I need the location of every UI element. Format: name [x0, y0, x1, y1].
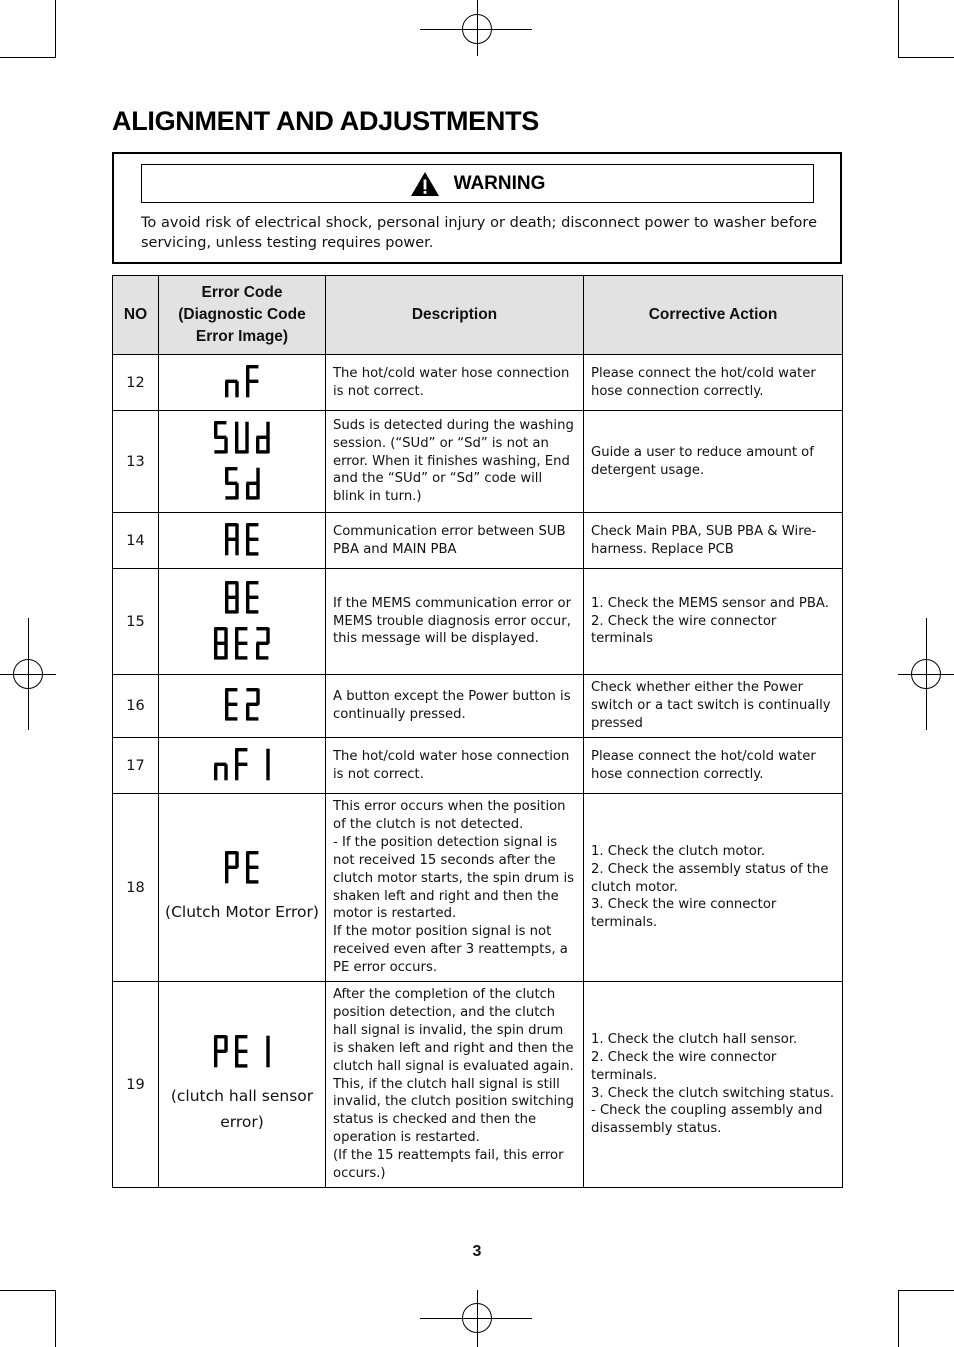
error-code-display-AE [221, 523, 264, 559]
error-code-display-PE [221, 851, 264, 887]
corrective-action-text: Check Main PBA, SUB PBA & Wire-harness. Replace PCB [591, 523, 817, 557]
description-text: If the MEMS communication error or MEMS trouble diagnosis error occur, this message will be displayed. [333, 595, 571, 647]
crop-mark [0, 1290, 56, 1291]
segment [214, 421, 217, 437]
corrective-action-cell [584, 411, 843, 513]
header-corrective-action: Corrective Action [584, 276, 843, 355]
segment [256, 435, 268, 438]
segment [235, 539, 238, 555]
corrective-action-text: Check whether either the Power switch or a tact switch is continually pressed [591, 680, 831, 731]
warning-box [112, 152, 842, 264]
segment [246, 537, 258, 540]
segment [266, 1051, 269, 1067]
segment [246, 379, 258, 382]
segment [256, 656, 268, 659]
error-code-glyph [159, 365, 325, 401]
corrective-action-cell [584, 794, 843, 982]
segment [266, 764, 269, 780]
segment [235, 381, 238, 397]
error-code-glyph [159, 523, 325, 559]
segment [235, 764, 238, 780]
corrective-action-text: 3. Check the wire connector terminals. [591, 897, 777, 931]
table-row [113, 513, 843, 569]
error-code-display-nF [221, 365, 264, 401]
corrective-action-cell [584, 569, 843, 675]
error-code-display-8E2 [210, 627, 274, 663]
segment [256, 689, 259, 705]
row-number: 13 [113, 411, 159, 513]
corrective-action-text: 2. Check the assembly status of the clutch motor. [591, 861, 829, 895]
segment [235, 421, 238, 437]
warning-text: To avoid risk of electrical shock, personal injury or death; disconnect power to washer before servicing, unless testing requires power. [141, 215, 817, 251]
error-code-display-8E [221, 581, 264, 617]
row-number: 14 [113, 513, 159, 569]
description-text: After the completion of the clutch position detection, and the clutch hall signal is invalid, the spin drum is shaken left and right and then the clutch hall signal is evaluated again. This, if the clutch hall signal is still invalid, the clutch position switching status is checked and then the operation is restarted. [333, 987, 574, 1146]
segment [225, 867, 228, 883]
segment [246, 581, 249, 597]
error-code-image [159, 411, 326, 513]
error-code-display-Sd [221, 467, 264, 503]
segment [214, 641, 226, 644]
error-code-display-E2 [221, 688, 264, 724]
header-error-code-subtitle: (Diagnostic Code Error Image) [178, 306, 306, 345]
segment [214, 1035, 217, 1051]
corrective-action-text: Please connect the hot/cold water hose connection correctly. [591, 365, 816, 399]
table-row [113, 794, 843, 982]
segment [246, 867, 249, 883]
row-number: 15 [113, 569, 159, 675]
description-text: - If the position detection signal is not received 15 seconds after the clutch motor starts, the spin drum is shaken left and right and then the motor is restarted. [333, 834, 574, 922]
description-cell [326, 738, 584, 794]
segment [214, 643, 217, 659]
segment [246, 365, 249, 381]
segment [235, 1035, 238, 1051]
segment [225, 703, 237, 706]
segment [225, 595, 237, 598]
segment [235, 523, 238, 539]
segment [224, 627, 227, 643]
segment [246, 851, 249, 867]
error-code-table [112, 275, 843, 1188]
segment [246, 595, 258, 598]
description-text: Suds is detected during the washing session. (“SUd” or “Sd” is not an error. When it finishes washing, End and the “SUd” or “Sd” code will blink in turn.) [333, 417, 574, 505]
description-text: The hot/cold water hose connection is not correct. [333, 365, 570, 399]
corrective-action-cell [584, 675, 843, 738]
row-number: 19 [113, 982, 159, 1188]
corrective-action-text: 1. Check the clutch hall sensor. [591, 1031, 798, 1047]
corrective-action-text: 1. Check the MEMS sensor and PBA. [591, 595, 829, 611]
corrective-action-text: - Check the coupling assembly and disassembly status. [591, 1103, 823, 1137]
corrective-action-text: Guide a user to reduce amount of detergent usage. [591, 444, 814, 478]
segment [225, 537, 237, 540]
segment [214, 764, 217, 780]
error-code-glyph [159, 467, 325, 503]
error-code-image [159, 675, 326, 738]
description-text: If the motor position signal is not received even after 3 reattempts, a PE error occurs. [333, 924, 568, 976]
segment [235, 437, 238, 453]
segment [256, 437, 259, 453]
segment [225, 851, 228, 867]
segment [225, 689, 228, 705]
segment [225, 467, 228, 483]
description-text: This error occurs when the position of the clutch is not detected. [333, 798, 566, 832]
segment [235, 581, 238, 597]
segment [225, 496, 237, 499]
segment [235, 643, 238, 659]
segment [246, 597, 249, 613]
segment [266, 627, 269, 643]
segment [266, 748, 269, 764]
crop-mark [55, 1290, 56, 1347]
segment [235, 641, 247, 644]
error-code-glyph [159, 748, 325, 784]
table-row [113, 675, 843, 738]
segment [246, 381, 249, 397]
error-code-image [159, 982, 326, 1188]
segment [245, 421, 248, 437]
header-description: Description [326, 276, 584, 355]
table-header-row [113, 276, 843, 355]
crop-mark [898, 1290, 899, 1347]
error-code-image [159, 738, 326, 794]
warning-triangle-icon [410, 171, 440, 197]
corrective-action-cell [584, 513, 843, 569]
error-code-display-PE1 [210, 1035, 274, 1071]
row-number: 16 [113, 675, 159, 738]
segment [225, 539, 228, 555]
segment [225, 865, 237, 868]
segment [246, 523, 249, 539]
segment [246, 865, 258, 868]
header-error-code-title: Error Code [201, 284, 283, 301]
segment [214, 1051, 217, 1067]
segment [246, 539, 249, 555]
description-cell [326, 675, 584, 738]
crop-mark [55, 0, 56, 58]
segment [214, 450, 226, 453]
segment [246, 483, 249, 499]
corrective-action-text: 3. Check the clutch switching status. [591, 1085, 835, 1101]
corrective-action-cell [584, 982, 843, 1188]
table-row [113, 982, 843, 1188]
segment [224, 1035, 227, 1051]
error-code-caption: (Clutch Motor Error) [165, 902, 319, 921]
segment [225, 704, 228, 720]
header-no: NO [113, 276, 159, 355]
segment [214, 762, 226, 765]
segment [225, 597, 228, 613]
error-code-display-nF1 [210, 748, 274, 784]
corrective-action-text: 2. Check the wire connector terminals [591, 613, 777, 647]
warning-label: WARNING [453, 172, 546, 194]
error-code-display-SUd [210, 421, 274, 457]
description-cell [326, 982, 584, 1188]
crop-mark [0, 57, 56, 58]
error-code-glyph [159, 581, 325, 617]
corrective-action-cell [584, 355, 843, 411]
segment [225, 379, 237, 382]
error-code-image [159, 569, 326, 675]
description-text: (If the 15 reattempts fail, this error occurs.) [333, 1148, 564, 1182]
segment [225, 523, 228, 539]
table-body [113, 355, 843, 1188]
segment [235, 851, 238, 867]
error-code-glyph [159, 688, 325, 724]
crop-mark [898, 1290, 954, 1291]
description-cell [326, 411, 584, 513]
description-text: The hot/cold water hose connection is not correct. [333, 748, 570, 782]
segment [225, 581, 228, 597]
page-title: ALIGNMENT AND ADJUSTMENTS [112, 106, 539, 136]
table-row [113, 411, 843, 513]
row-number: 17 [113, 738, 159, 794]
error-code-image [159, 794, 326, 982]
corrective-action-cell [584, 738, 843, 794]
segment [214, 627, 217, 643]
error-code-glyph [159, 1035, 325, 1071]
description-cell [326, 355, 584, 411]
error-code-glyph [159, 627, 325, 663]
segment [225, 381, 228, 397]
corrective-action-text: Please connect the hot/cold water hose connection correctly. [591, 748, 816, 782]
description-cell [326, 569, 584, 675]
table-row [113, 355, 843, 411]
description-cell [326, 794, 584, 982]
table-row [113, 569, 843, 675]
segment [246, 717, 258, 720]
description-text: A button except the Power button is continually pressed. [333, 689, 571, 722]
segment [246, 481, 258, 484]
page-number: 3 [472, 1243, 482, 1260]
error-code-image [159, 513, 326, 569]
segment [235, 1051, 238, 1067]
description-text: Communication error between SUB PBA and MAIN PBA [333, 523, 566, 557]
row-number: 18 [113, 794, 159, 982]
segment [235, 1049, 247, 1052]
corrective-action-text: 2. Check the wire connector terminals. [591, 1049, 777, 1083]
segment [256, 467, 259, 483]
error-code-image [159, 355, 326, 411]
error-code-glyph [159, 851, 325, 887]
corrective-action-text: 1. Check the clutch motor. [591, 843, 766, 859]
error-code-caption: (clutch hall sensor error) [170, 1086, 314, 1131]
segment [266, 1035, 269, 1051]
crop-mark [898, 0, 899, 58]
segment [235, 748, 238, 764]
header-error-code [159, 276, 326, 355]
segment [235, 762, 247, 765]
error-code-glyph [159, 421, 325, 457]
segment [266, 421, 269, 437]
table-row [113, 738, 843, 794]
warning-header [141, 164, 814, 203]
description-cell [326, 513, 584, 569]
segment [235, 627, 238, 643]
segment [214, 1049, 226, 1052]
segment [224, 764, 227, 780]
row-number: 12 [113, 355, 159, 411]
crop-mark [898, 57, 954, 58]
